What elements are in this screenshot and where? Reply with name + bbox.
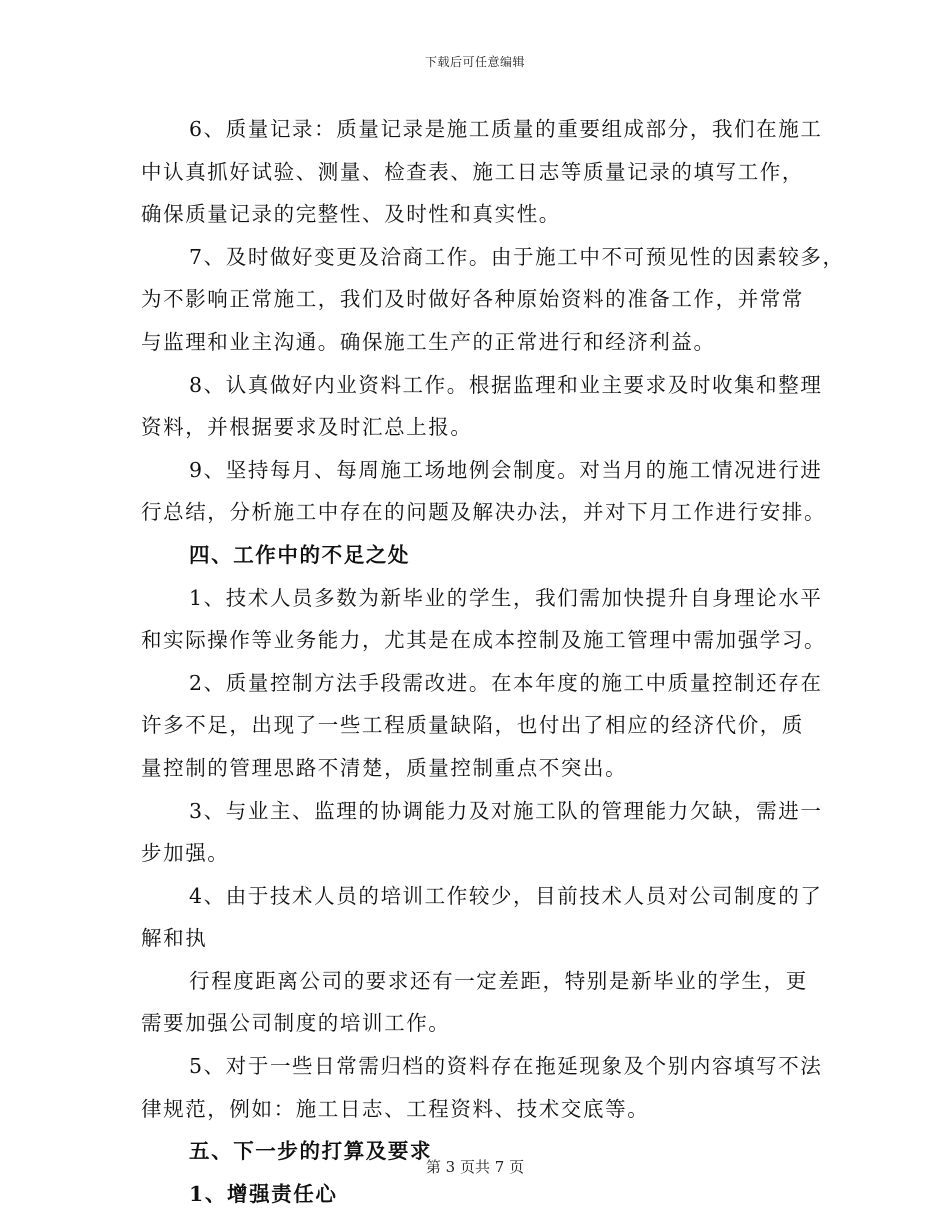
text-line: 律规范，例如：施工日志、工程资料、技术交底等。 [141,1096,650,1121]
text-line: 2、质量控制方法手段需改进。在本年度的施工中质量控制还存在 [189,670,823,695]
text-line: 行总结，分析施工中存在的问题及解决办法，并对下月工作进行安排。 [141,500,827,525]
text-line: 量控制的管理思路不清楚，质量控制重点不突出。 [141,755,628,780]
text-line: 6、质量记录：质量记录是施工质量的重要组成部分，我们在施工 [189,117,823,141]
text-line: 3、与业主、监理的协调能力及对施工队的管理能力欠缺，需进一 [189,798,823,823]
text-line: 4、由于技术人员的培训工作较少，目前技术人员对公司制度的了 [189,883,823,908]
text-line: 需要加强公司制度的培训工作。 [141,1011,451,1036]
section-heading: 五、下一步的打算及要求 [189,1139,433,1164]
text-line: 与监理和业主沟通。确保施工生产的正常进行和经济利益。 [141,329,716,354]
text-line: 5、对于一些日常需归档的资料存在拖延现象及个别内容填写不法 [189,1054,823,1079]
text-line: 许多不足，出现了一些工程质量缺陷，也付出了相应的经济代价，质 [141,713,804,738]
text-line: 8、认真做好内业资料工作。根据监理和业主要求及时收集和整理 [189,372,823,397]
text-line: 和实际操作等业务能力，尤其是在成本控制及施工管理中需加强学习。 [141,628,827,653]
text-line: 行程度距离公司的要求还有一定差距，特别是新毕业的学生，更 [189,968,808,993]
text-line: 资料，并根据要求及时汇总上报。 [141,415,473,440]
text-line: 为不影响正常施工，我们及时做好各种原始资料的准备工作，并常常 [141,287,804,312]
text-line: 7、及时做好变更及洽商工作。由于施工中不可预见性的因素较多， [189,244,845,269]
text-line: 中认真抓好试验、测量、检查表、施工日志等质量记录的填写工作， [141,159,804,184]
text-line: 1、技术人员多数为新毕业的学生，我们需加快提升自身理论水平 [189,585,823,610]
page-header: 下载后可任意编辑 [424,55,525,69]
document-body [141,108,845,1215]
text-line: 9、坚持每月、每周施工场地例会制度。对当月的施工情况进行进 [189,457,823,482]
text-line: 解和执 [141,926,208,951]
page-number: 第 3 页共 7 页 [425,1158,525,1176]
text-line: 步加强。 [141,841,230,866]
section-heading: 四、工作中的不足之处 [189,542,410,567]
section-heading: 1、增强责任心 [189,1181,338,1206]
text-line: 确保质量记录的完整性、及时性和真实性。 [141,202,561,227]
